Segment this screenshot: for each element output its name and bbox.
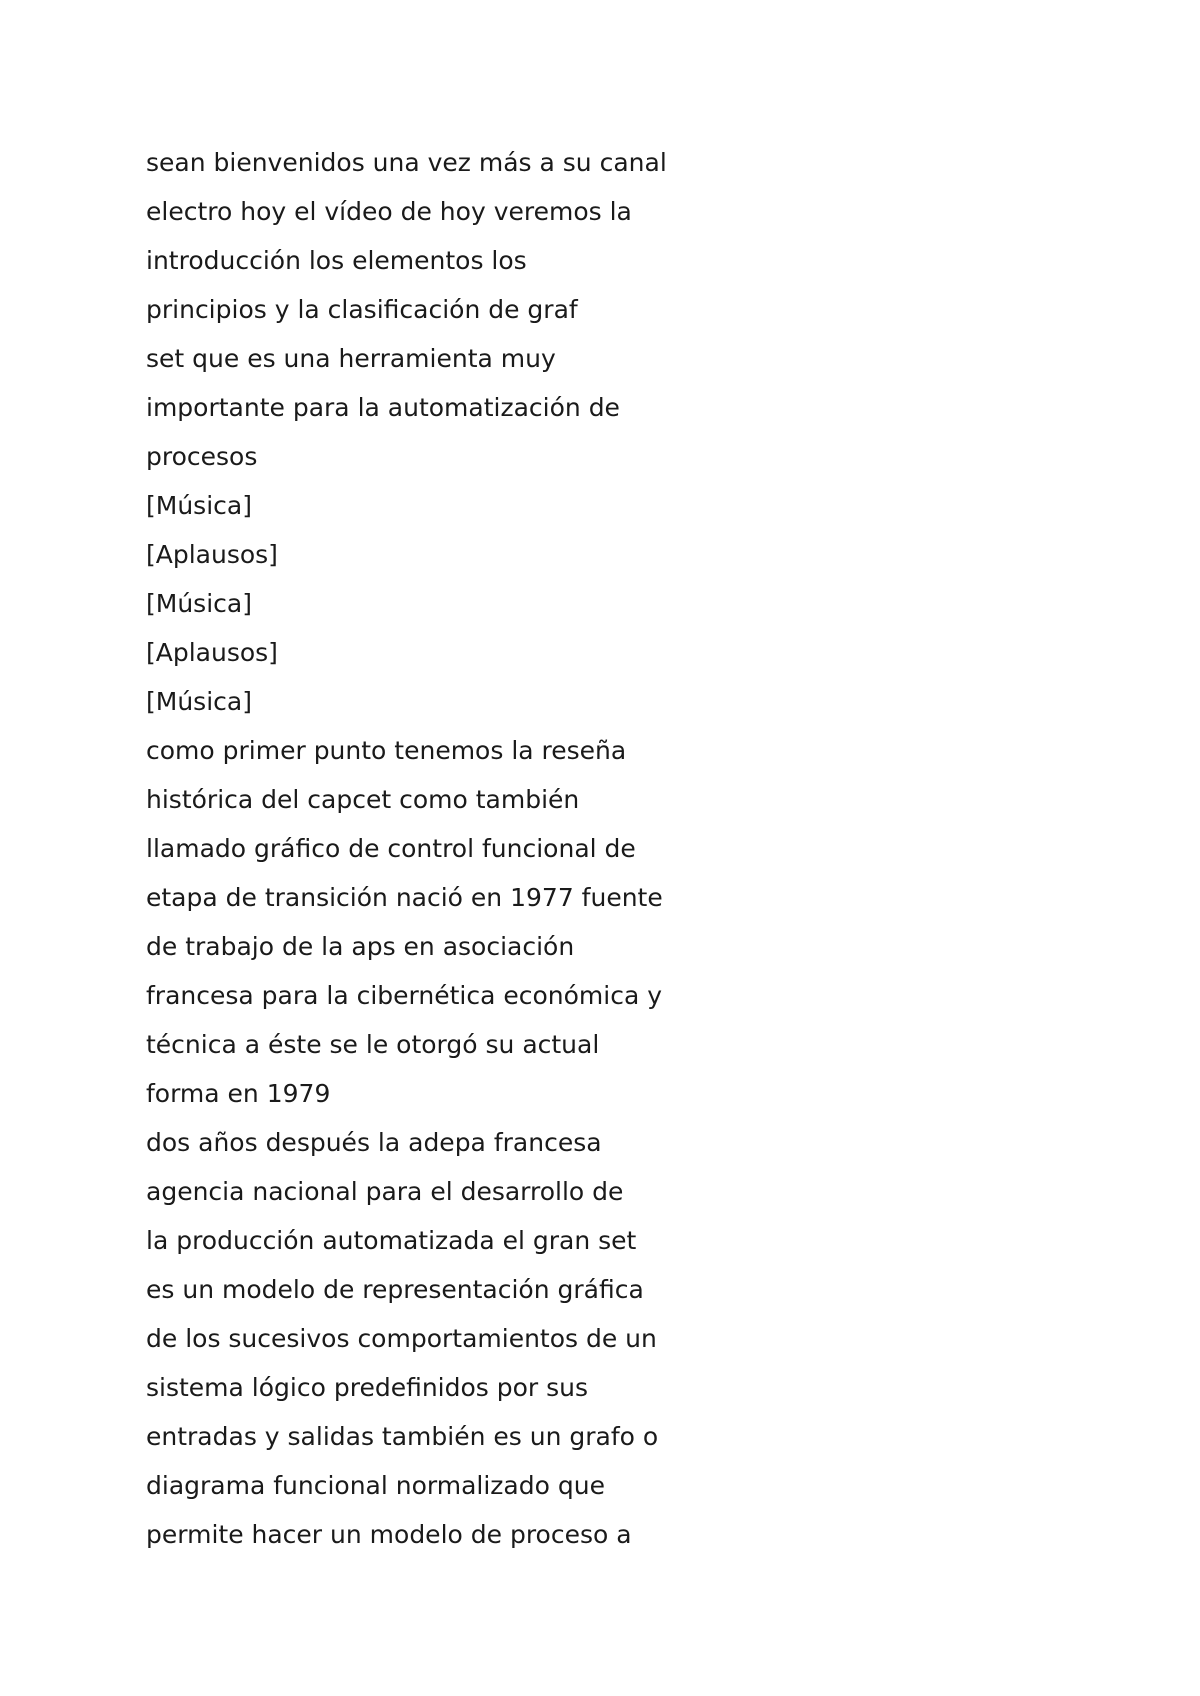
- text-line: [Música]: [146, 687, 252, 716]
- text-line: la producción automatizada el gran set: [146, 1226, 637, 1255]
- text-line: procesos: [146, 442, 258, 471]
- text-line: es un modelo de representación gráfica: [146, 1275, 644, 1304]
- text-line: electro hoy el vídeo de hoy veremos la: [146, 197, 632, 226]
- text-line: dos años después la adepa francesa: [146, 1128, 602, 1157]
- text-line: como primer punto tenemos la reseña: [146, 736, 627, 765]
- text-line: [Aplausos]: [146, 638, 278, 667]
- text-line: introducción los elementos los: [146, 246, 527, 275]
- text-line: sean bienvenidos una vez más a su canal: [146, 148, 667, 177]
- text-line: de trabajo de la aps en asociación: [146, 932, 575, 961]
- transcript-text: [146, 138, 1046, 1559]
- text-line: [Aplausos]: [146, 540, 278, 569]
- text-line: set que es una herramienta muy: [146, 344, 556, 373]
- text-line: de los sucesivos comportamientos de un: [146, 1324, 657, 1353]
- text-line: principios y la clasificación de graf: [146, 295, 578, 324]
- text-line: [Música]: [146, 589, 252, 618]
- text-line: entradas y salidas también es un grafo o: [146, 1422, 659, 1451]
- text-line: sistema lógico predefinidos por sus: [146, 1373, 589, 1402]
- text-line: diagrama funcional normalizado que: [146, 1471, 605, 1500]
- text-line: histórica del capcet como también: [146, 785, 580, 814]
- text-line: llamado gráfico de control funcional de: [146, 834, 636, 863]
- text-line: importante para la automatización de: [146, 393, 620, 422]
- text-line: permite hacer un modelo de proceso a: [146, 1520, 632, 1549]
- text-line: agencia nacional para el desarrollo de: [146, 1177, 624, 1206]
- text-line: técnica a éste se le otorgó su actual: [146, 1030, 600, 1059]
- text-line: [Música]: [146, 491, 252, 520]
- text-line: francesa para la cibernética económica y: [146, 981, 663, 1010]
- text-line: forma en 1979: [146, 1079, 331, 1108]
- text-line: etapa de transición nació en 1977 fuente: [146, 883, 663, 912]
